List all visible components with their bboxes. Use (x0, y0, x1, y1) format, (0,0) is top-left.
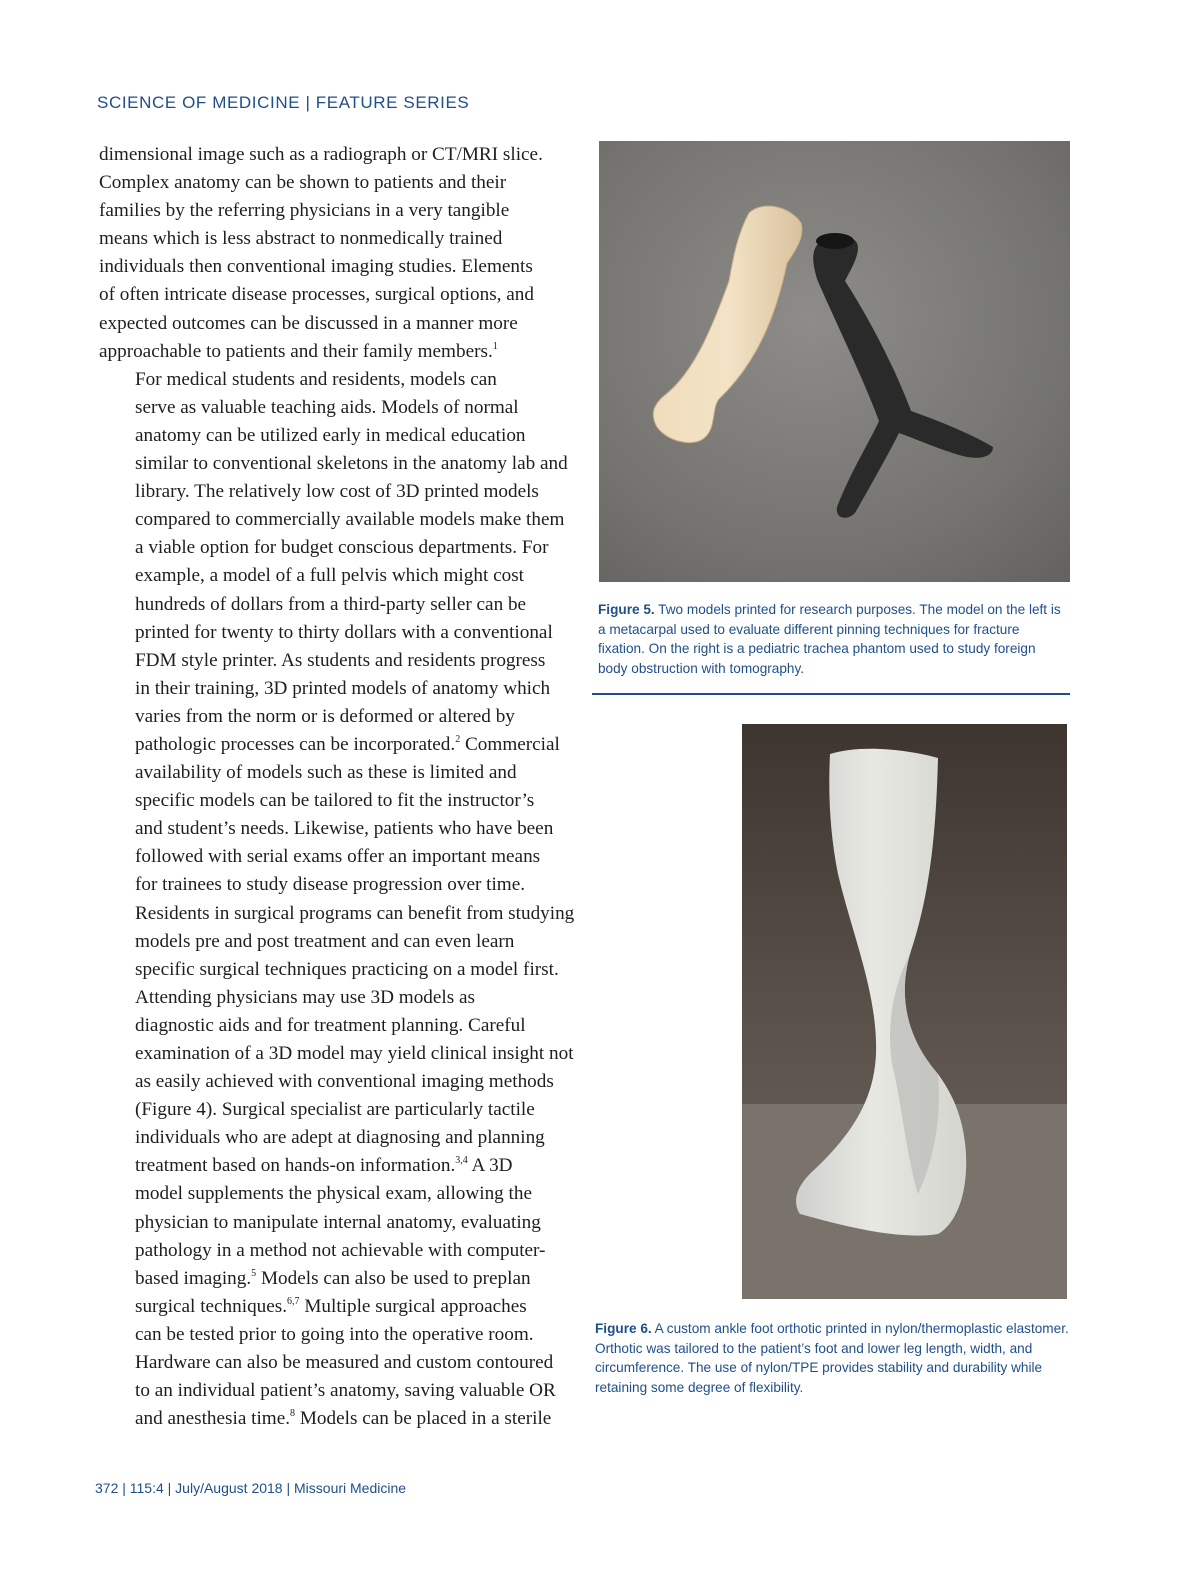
figure-6-photo (742, 724, 1067, 1299)
text-line: models pre and post treatment and can even learn (135, 930, 515, 952)
text-segment: treatment based on hands-on information. (135, 1155, 456, 1177)
text-line: similar to conventional skeletons in the anatomy lab and (135, 453, 568, 475)
text-line: specific surgical techniques practicing on a model first. (135, 958, 559, 980)
text-line: examination of a 3D model may yield clinical insight not (135, 1043, 574, 1064)
text-line: followed with serial exams offer an important means (135, 846, 541, 868)
text-line (99, 1405, 577, 1433)
figure-5-photo (599, 141, 1070, 582)
reference-superscript: 2 (455, 733, 461, 745)
figure-label: Figure 6. (595, 1321, 652, 1336)
text-line: serve as valuable teaching aids. Models of normal (135, 396, 519, 418)
text-line: for trainees to study disease progression over time. (135, 874, 526, 896)
text-line: of often intricate disease processes, surgical options, and (99, 284, 534, 306)
text-line: Attending physicians may use 3D models as (135, 986, 475, 1008)
text-line: diagnostic aids and for treatment planning. Careful (135, 1014, 526, 1036)
text-line: Hardware can also be measured and custom contoured (135, 1352, 554, 1374)
text-line: availability of models such as these is limited and (135, 762, 517, 784)
text-line: (Figure 4). Surgical specialist are particularly tactile (135, 1099, 535, 1121)
text-segment: Commercial (460, 733, 560, 755)
reference-superscript: 5 (251, 1267, 257, 1279)
caption-text: Two models printed for research purposes. The model on the left is a metacarpal used to evaluate different pinning techniques for fracture fixation. On the right is a pediatric trachea phantom used to study foreign body obstruction with tomography. (598, 602, 1061, 676)
text-segment: surgical techniques. (135, 1295, 288, 1317)
page-footer: 372 | 115:4 | July/August 2018 | Missouri Medicine (95, 1480, 407, 1496)
figure-label: Figure 5. (598, 602, 655, 617)
body-text-column (99, 141, 577, 1433)
paragraph-2 (99, 366, 577, 984)
divider-rule (592, 693, 1070, 695)
text-line (99, 1152, 577, 1180)
text-segment: pathologic processes can be incorporated. (135, 733, 456, 755)
running-header: SCIENCE OF MEDICINE | FEATURE SERIES (97, 93, 470, 112)
text-line: a viable option for budget conscious departments. For (135, 537, 549, 559)
paragraph-1 (99, 141, 577, 366)
text-line: in their training, 3D printed models of anatomy which (135, 677, 551, 699)
text-line: to an individual patient’s anatomy, saving valuable OR (135, 1380, 556, 1402)
text-line: varies from the norm or is deformed or altered by (135, 705, 515, 727)
text-line: compared to commercially available models make them (135, 509, 565, 531)
text-segment: Multiple surgical approaches (299, 1295, 527, 1317)
text-line: hundreds of dollars from a third-party seller can be (135, 593, 527, 615)
text-line: Residents in surgical programs can benefit from studying (135, 902, 575, 924)
text-line: library. The relatively low cost of 3D printed models (135, 481, 539, 503)
text-line: families by the referring physicians in a very tangible (99, 200, 510, 222)
text-segment: approachable to patients and their family members. (99, 340, 493, 362)
text-line: FDM style printer. As students and residents progress (135, 649, 546, 671)
text-line: dimensional image such as a radiograph or CT/MRI slice. (99, 144, 543, 165)
text-segment: Models can also be used to preplan (256, 1267, 531, 1289)
text-line: can be tested prior to going into the operative room. (135, 1323, 534, 1345)
text-line: printed for twenty to thirty dollars with a conventional (135, 621, 553, 643)
text-line (99, 1265, 577, 1293)
text-line: physician to manipulate internal anatomy, evaluating (135, 1211, 541, 1233)
text-line: For medical students and residents, models can (135, 368, 497, 390)
figure-5-caption (598, 600, 1068, 678)
text-segment: Models can be placed in a sterile (295, 1408, 552, 1430)
text-line: expected outcomes can be discussed in a manner more (99, 312, 518, 334)
text-line (99, 338, 577, 366)
reference-superscript: 1 (492, 340, 498, 352)
text-line: anatomy can be utilized early in medical education (135, 424, 526, 446)
text-line: example, a model of a full pelvis which might cost (135, 565, 524, 587)
paragraph-3 (99, 984, 577, 1434)
reference-superscript: 3,4 (455, 1155, 468, 1167)
text-line: individuals then conventional imaging studies. Elements (99, 256, 533, 278)
text-segment: and anesthesia time. (135, 1408, 291, 1430)
reference-superscript: 8 (290, 1408, 296, 1420)
text-line: pathology in a method not achievable with computer- (135, 1239, 546, 1261)
reference-superscript: 6,7 (287, 1295, 300, 1307)
text-line: Complex anatomy can be shown to patients and their (99, 172, 507, 194)
text-line: means which is less abstract to nonmedically trained (99, 228, 503, 250)
text-line (99, 731, 577, 759)
text-line: model supplements the physical exam, allowing the (135, 1183, 532, 1205)
caption-text: A custom ankle foot orthotic printed in nylon/thermoplastic elastomer. Orthotic was tailored to the patient’s foot and lower leg length, width, and circumference. The use of nylon/TPE provides stability and durability while retaining some degree of flexibility. (595, 1321, 1069, 1395)
text-segment: A 3D (467, 1155, 513, 1177)
text-line: and student’s needs. Likewise, patients who have been (135, 818, 554, 840)
text-line: individuals who are adept at diagnosing and planning (135, 1127, 545, 1149)
text-line (99, 1293, 577, 1321)
text-line: as easily achieved with conventional imaging methods (135, 1071, 554, 1093)
figure-6-caption (595, 1319, 1071, 1397)
text-line: specific models can be tailored to fit the instructor’s (135, 790, 535, 812)
text-segment: based imaging. (135, 1267, 252, 1289)
